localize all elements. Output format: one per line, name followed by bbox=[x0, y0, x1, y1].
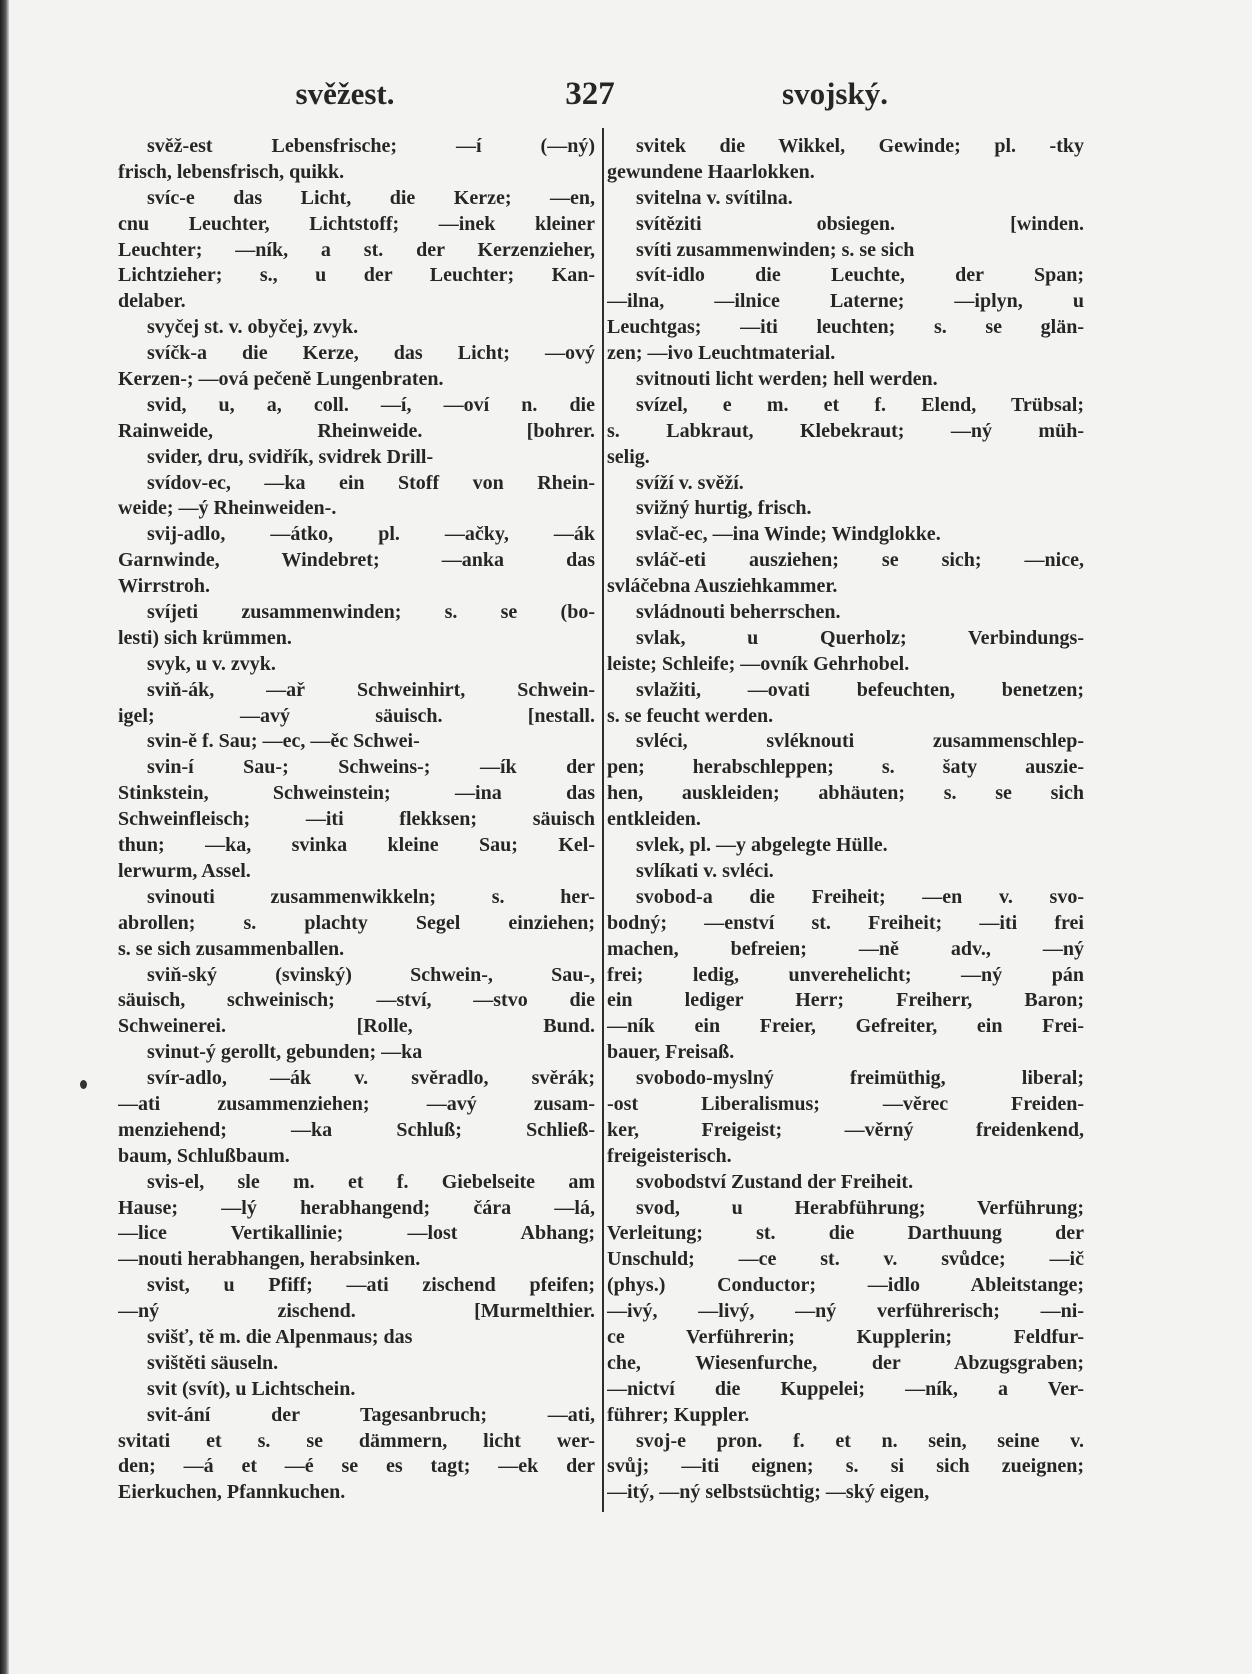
dictionary-entry-line: svlek, pl. —y abgelegte Hülle. bbox=[636, 834, 888, 857]
dictionary-line: Eierkuchen, Pfannkuchen. bbox=[118, 1481, 346, 1504]
dictionary-line: s. Labkraut, Klebekraut; —ný müh- bbox=[607, 419, 1084, 442]
dictionary-entry-line: svlíkati v. svléci. bbox=[636, 859, 774, 882]
dictionary-entry-line: svištěti säuseln. bbox=[147, 1351, 279, 1374]
dictionary-entry-line: svítěziti obsiegen. [winden. bbox=[636, 212, 1084, 235]
dictionary-line: ein lediger Herr; Freiherr, Baron; bbox=[607, 989, 1084, 1012]
dictionary-line: (phys.) Conductor; —idlo Ableitstange; bbox=[607, 1274, 1084, 1297]
dictionary-entry-line: svinouti zusammenwikkeln; s. her- bbox=[147, 885, 595, 908]
dictionary-entry-line: svízel, e m. et f. Elend, Trübsal; bbox=[636, 393, 1084, 416]
dictionary-entry-line: svíží v. svěží. bbox=[636, 471, 744, 494]
dictionary-line: cnu Leuchter, Lichtstoff; —inek kleiner bbox=[118, 212, 595, 235]
dictionary-entry-line: svlač-ec, —ina Winde; Windglokke. bbox=[636, 523, 941, 546]
dictionary-line: abrollen; s. plachty Segel einziehen; bbox=[118, 911, 595, 934]
dictionary-entry-line: sviň-ský (svinský) Schwein-, Sau-, bbox=[147, 963, 595, 986]
dictionary-entry-line: svlažiti, —ovati befeuchten, benetzen; bbox=[636, 678, 1084, 701]
dictionary-line: freigeisterisch. bbox=[607, 1144, 732, 1167]
dictionary-line: —ilna, —ilnice Laterne; —iplyn, u bbox=[607, 290, 1084, 313]
dictionary-line: thun; —ka, svinka kleine Sau; Kel- bbox=[118, 834, 595, 857]
dictionary-line: ker, Freigeist; —věrný freidenkend, bbox=[607, 1118, 1084, 1141]
dictionary-line: bauer, Freisaß. bbox=[607, 1041, 735, 1064]
dictionary-line: Unschuld; —ce st. v. svůdce; —ič bbox=[607, 1248, 1084, 1271]
dictionary-line: s. se feucht werden. bbox=[607, 704, 774, 727]
dictionary-entry-line: svléci, svléknouti zusammenschlep- bbox=[636, 730, 1084, 753]
dictionary-line: delaber. bbox=[118, 290, 186, 313]
dictionary-line: hen, auskleiden; abhäuten; s. se sich bbox=[607, 782, 1084, 805]
dictionary-entry-line: svobodo-myslný freimüthig, liberal; bbox=[636, 1067, 1084, 1090]
dictionary-entry-line: svíti zusammenwinden; s. se sich bbox=[636, 238, 915, 261]
dictionary-line: bodný; —enství st. Freiheit; —iti frei bbox=[607, 911, 1084, 934]
dictionary-line: svláčebna Ausziehkammer. bbox=[607, 575, 838, 598]
dictionary-entry-line: svižný hurtig, frisch. bbox=[636, 497, 812, 520]
dictionary-line: lerwurm, Assel. bbox=[118, 859, 251, 882]
dictionary-entry-line: svíc-e das Licht, die Kerze; —en, bbox=[147, 186, 595, 209]
dictionary-line: führer; Kuppler. bbox=[607, 1403, 750, 1426]
dictionary-entry-line: svitelna v. svítilna. bbox=[636, 186, 793, 209]
dictionary-line: Hause; —lý herabhangend; čára —lá, bbox=[118, 1196, 595, 1219]
dictionary-entry-line: svid, u, a, coll. —í, —oví n. die bbox=[147, 393, 595, 416]
dictionary-line: —ati zusammenziehen; —avý zusam- bbox=[118, 1092, 595, 1115]
dictionary-line: —nictví die Kuppelei; —ník, a Ver- bbox=[607, 1377, 1084, 1400]
dictionary-entry-line: svod, u Herabführung; Verführung; bbox=[636, 1196, 1084, 1219]
dictionary-line: gewundene Haarlokken. bbox=[607, 160, 815, 183]
dictionary-entry-line: svis-el, sle m. et f. Giebelseite am bbox=[147, 1170, 595, 1193]
dictionary-entry-line: sviň-ák, —ař Schweinhirt, Schwein- bbox=[147, 678, 595, 701]
dictionary-entry-line: svinut-ý gerollt, gebunden; —ka bbox=[147, 1041, 423, 1064]
dictionary-line: —nouti herabhangen, herabsinken. bbox=[118, 1248, 421, 1271]
dictionary-entry-line: svyčej st. v. obyčej, zvyk. bbox=[147, 316, 359, 339]
dictionary-line: baum, Schlußbaum. bbox=[118, 1144, 290, 1167]
dictionary-entry-line: svoj-e pron. f. et n. sein, seine v. bbox=[636, 1429, 1084, 1452]
dictionary-entry-line: svěž-est Lebensfrische; —í (—ný) bbox=[147, 135, 595, 157]
dictionary-entry-line: svídov-ec, —ka ein Stoff von Rhein- bbox=[147, 471, 595, 494]
dictionary-line: Wirrstroh. bbox=[118, 575, 211, 598]
dictionary-line: säuisch, schweinisch; —ství, —stvo die bbox=[118, 989, 595, 1012]
column-divider bbox=[602, 128, 604, 1512]
dictionary-line: ce Verführerin; Kupplerin; Feldfur- bbox=[607, 1325, 1084, 1348]
dictionary-line: den; —á et —é se es tagt; —ek der bbox=[118, 1455, 595, 1478]
dictionary-line: lesti) sich krümmen. bbox=[118, 626, 292, 649]
right-column bbox=[607, 134, 1084, 1506]
dictionary-line: Verleitung; st. die Darthuung der bbox=[607, 1222, 1084, 1245]
dictionary-entry-line: svin-ě f. Sau; —ec, —ěc Schwei- bbox=[147, 730, 420, 753]
dictionary-entry-line: svíjeti zusammenwinden; s. se (bo- bbox=[147, 601, 595, 624]
dictionary-line: Leuchtgas; —iti leuchten; s. se glän- bbox=[607, 316, 1084, 339]
dictionary-entry-line: svlak, u Querholz; Verbindungs- bbox=[636, 626, 1084, 649]
dictionary-line: menziehend; —ka Schluß; Schließ- bbox=[118, 1118, 595, 1141]
dictionary-line: Leuchter; —ník, a st. der Kerzenzieher, bbox=[118, 238, 595, 261]
dictionary-entry-line: svin-í Sau-; Schweins-; —ík der bbox=[147, 756, 595, 779]
dictionary-entry-line: svit-ání der Tagesanbruch; —ati, bbox=[147, 1403, 595, 1426]
dictionary-line: che, Wiesenfurche, der Abzugsgraben; bbox=[607, 1351, 1084, 1374]
dictionary-line: svitati et s. se dämmern, licht wer- bbox=[118, 1429, 595, 1452]
dictionary-line: machen, befreien; —ně adv., —ný bbox=[607, 937, 1084, 960]
dictionary-line: Schweinfleisch; —iti flekksen; säuisch bbox=[118, 808, 595, 831]
dictionary-line: Lichtzieher; s., u der Leuchter; Kan- bbox=[118, 264, 595, 287]
ink-speck bbox=[80, 1080, 87, 1089]
left-column bbox=[118, 134, 595, 1506]
dictionary-line: Garnwinde, Windebret; —anka das bbox=[118, 549, 595, 572]
page-number: 327 bbox=[565, 76, 615, 112]
dictionary-line: zen; —ivo Leuchtmaterial. bbox=[607, 342, 836, 365]
dictionary-line: —ivý, —livý, —ný verführerisch; —ni- bbox=[607, 1300, 1084, 1323]
dictionary-entry-line: svír-adlo, —ák v. svěradlo, svěrák; bbox=[147, 1067, 595, 1090]
dictionary-entry-line: svláč-eti ausziehen; se sich; —nice, bbox=[636, 549, 1084, 572]
dictionary-line: entkleiden. bbox=[607, 808, 701, 831]
dictionary-line: frei; ledig, unverehelicht; —ný pán bbox=[607, 963, 1084, 986]
dictionary-line: leiste; Schleife; —ovník Gehrhobel. bbox=[607, 652, 910, 675]
dictionary-line: —ný zischend. [Murmelthier. bbox=[118, 1300, 595, 1323]
dictionary-line: -ost Liberalismus; —věrec Freiden- bbox=[607, 1092, 1084, 1115]
scan-edge bbox=[0, 0, 9, 1674]
dictionary-entry-line: svider, dru, svidřík, svidrek Drill- bbox=[147, 445, 434, 468]
dictionary-line: frisch, lebensfrisch, quikk. bbox=[118, 160, 345, 183]
dictionary-entry-line: svit (svít), u Lichtschein. bbox=[147, 1377, 356, 1400]
right-guide-word: svojský. bbox=[782, 76, 888, 111]
dictionary-line: weide; —ý Rheinweiden-. bbox=[118, 497, 337, 520]
dictionary-entry-line: svobod-a die Freiheit; —en v. svo- bbox=[636, 885, 1084, 908]
dictionary-line: Kerzen-; —ová pečeně Lungenbraten. bbox=[118, 368, 444, 391]
dictionary-line: Stinkstein, Schweinstein; —ina das bbox=[118, 782, 595, 805]
dictionary-line: selig. bbox=[607, 445, 650, 468]
dictionary-entry-line: svitnouti licht werden; hell werden. bbox=[636, 368, 938, 391]
dictionary-line: —itý, —ný selbstsüchtig; —ský eigen, bbox=[607, 1481, 930, 1504]
dictionary-line: s. se sich zusammenballen. bbox=[118, 937, 345, 960]
dictionary-line: svůj; —iti eignen; s. si sich zueignen; bbox=[607, 1455, 1084, 1478]
dictionary-entry-line: svitek die Wikkel, Gewinde; pl. -tky bbox=[636, 135, 1084, 157]
dictionary-line: Schweinerei. [Rolle, Bund. bbox=[118, 1015, 595, 1038]
dictionary-line: igel; —avý säuisch. [nestall. bbox=[118, 704, 595, 727]
dictionary-line: —ník ein Freier, Gefreiter, ein Frei- bbox=[607, 1015, 1084, 1038]
dictionary-entry-line: svist, u Pfiff; —ati zischend pfeifen; bbox=[147, 1274, 595, 1297]
dictionary-line: —lice Vertikallinie; —lost Abhang; bbox=[118, 1222, 595, 1245]
dictionary-line: Rainweide, Rheinweide. [bohrer. bbox=[118, 419, 595, 442]
dictionary-entry-line: svij-adlo, —átko, pl. —ačky, —ák bbox=[147, 523, 595, 546]
dictionary-entry-line: svládnouti beherrschen. bbox=[636, 601, 841, 624]
dictionary-entry-line: svobodství Zustand der Freiheit. bbox=[636, 1170, 914, 1193]
dictionary-entry-line: svít-idlo die Leuchte, der Span; bbox=[636, 264, 1084, 287]
dictionary-entry-line: svyk, u v. zvyk. bbox=[147, 652, 276, 675]
dictionary-entry-line: svíčk-a die Kerze, das Licht; —ový bbox=[147, 342, 595, 365]
dictionary-entry-line: svišť, tě m. die Alpenmaus; das bbox=[147, 1325, 413, 1348]
left-guide-word: svěžest. bbox=[295, 76, 395, 111]
dictionary-line: pen; herabschleppen; s. šaty auszie- bbox=[607, 756, 1084, 779]
